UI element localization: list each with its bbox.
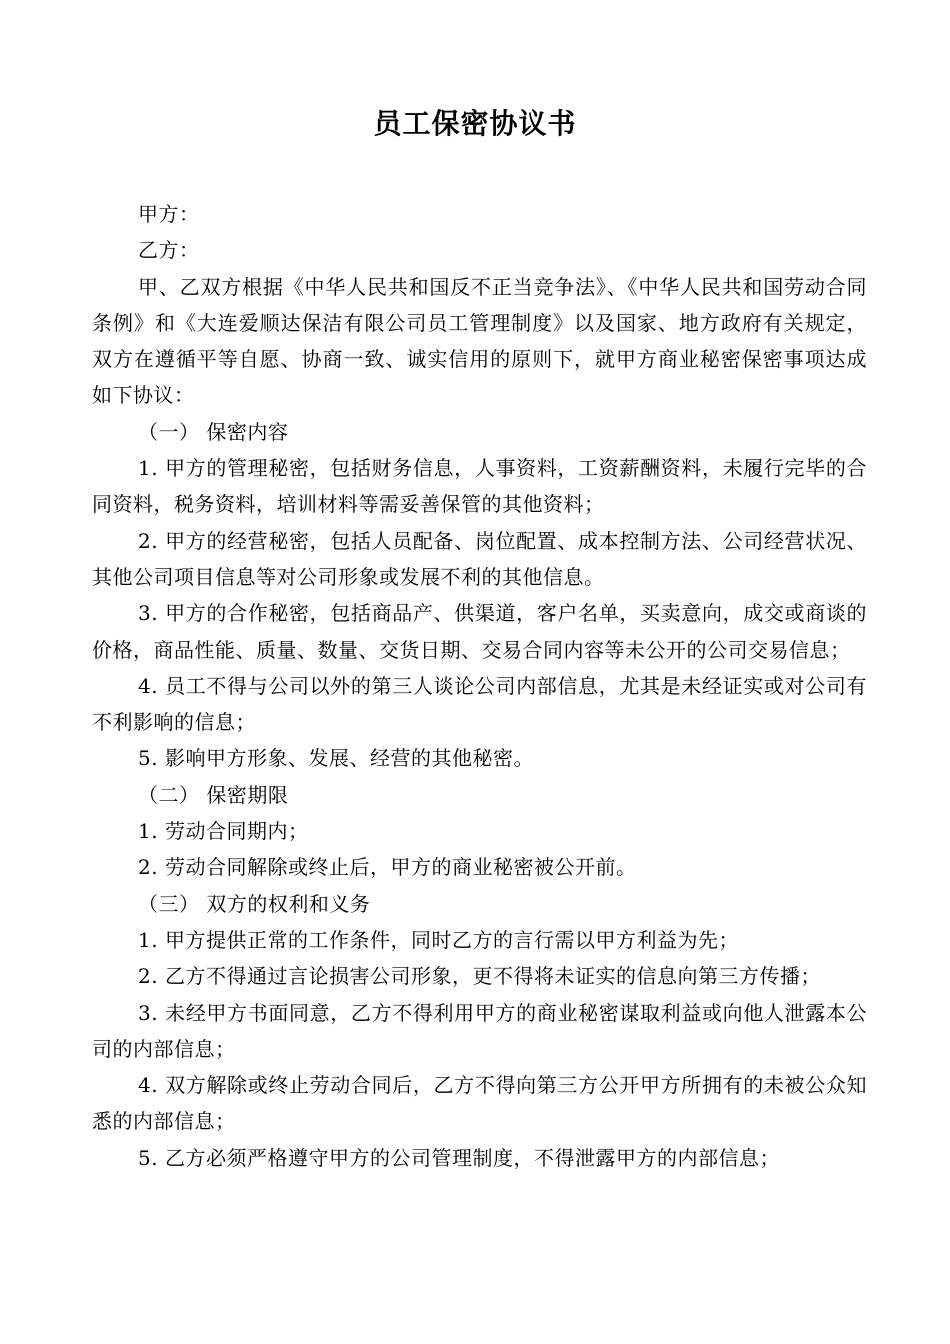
- document-body: [92, 196, 867, 1176]
- section-item: 5. 乙方必须严格遵守甲方的公司管理制度，不得泄露甲方的内部信息；: [138, 1145, 780, 1170]
- party-a-line: 甲方：: [138, 202, 200, 226]
- section-item: 1. 甲方的管理秘密，包括财务信息，人事资料，工资薪酬资料，未履行完毕的合同资料，税务资料，培训材料等需妥善保管的其他资料；: [92, 456, 867, 517]
- section-item: 2. 乙方不得通过言论损害公司形象，更不得将未证实的信息向第三方传播；: [138, 964, 821, 989]
- section-item: 3. 甲方的合作秘密，包括商品产、供渠道，客户名单，买卖意向，成交或商谈的价格，商品性能、质量、数量、交货日期、交易合同内容等未公开的公司交易信息；: [92, 601, 867, 662]
- section-heading-confidential-period: （二） 保密期限: [138, 782, 289, 807]
- section-heading-confidential-content: （一） 保密内容: [138, 419, 289, 444]
- party-b-line: 乙方：: [138, 238, 200, 263]
- section-item: 2. 甲方的经营秘密，包括人员配备、岗位配置、成本控制方法、公司经营状况、其他公司项目信息等对公司形象或发展不利的其他信息。: [92, 528, 867, 589]
- section-item: 4. 双方解除或终止劳动合同后，乙方不得向第三方公开甲方所拥有的未被公众知悉的内部信息；: [92, 1073, 867, 1134]
- section-item: 3. 未经甲方书面同意，乙方不得利用甲方的商业秘密谋取利益或向他人泄露本公司的内部信息；: [92, 1000, 867, 1061]
- section-item: 4. 员工不得与公司以外的第三人谈论公司内部信息，尤其是未经证实或对公司有不利影响的信息；: [92, 673, 867, 735]
- document-title: 员工保密协议书: [373, 107, 577, 140]
- section-item: 1. 劳动合同期内；: [138, 819, 309, 844]
- section-item: 2. 劳动合同解除或终止后，甲方的商业秘密被公开前。: [138, 855, 637, 880]
- section-heading-rights-obligations: （三） 双方的权利和义务: [138, 891, 371, 916]
- intro-paragraph: 甲、乙双方根据《中华人民共和国反不正当竞争法》、《中华人民共和国劳动合同条例》和《大连爱顺达保洁有限公司员工管理制度》以及国家、地方政府有关规定，双方在遵循平等自愿、协商一致、诚实信用的原则下，就甲方商业秘密保密事项达成如下协议：: [92, 274, 867, 408]
- section-item: 5. 影响甲方形象、发展、经营的其他秘密。: [138, 746, 534, 771]
- section-item: 1. 甲方提供正常的工作条件，同时乙方的言行需以甲方利益为先；: [138, 927, 739, 952]
